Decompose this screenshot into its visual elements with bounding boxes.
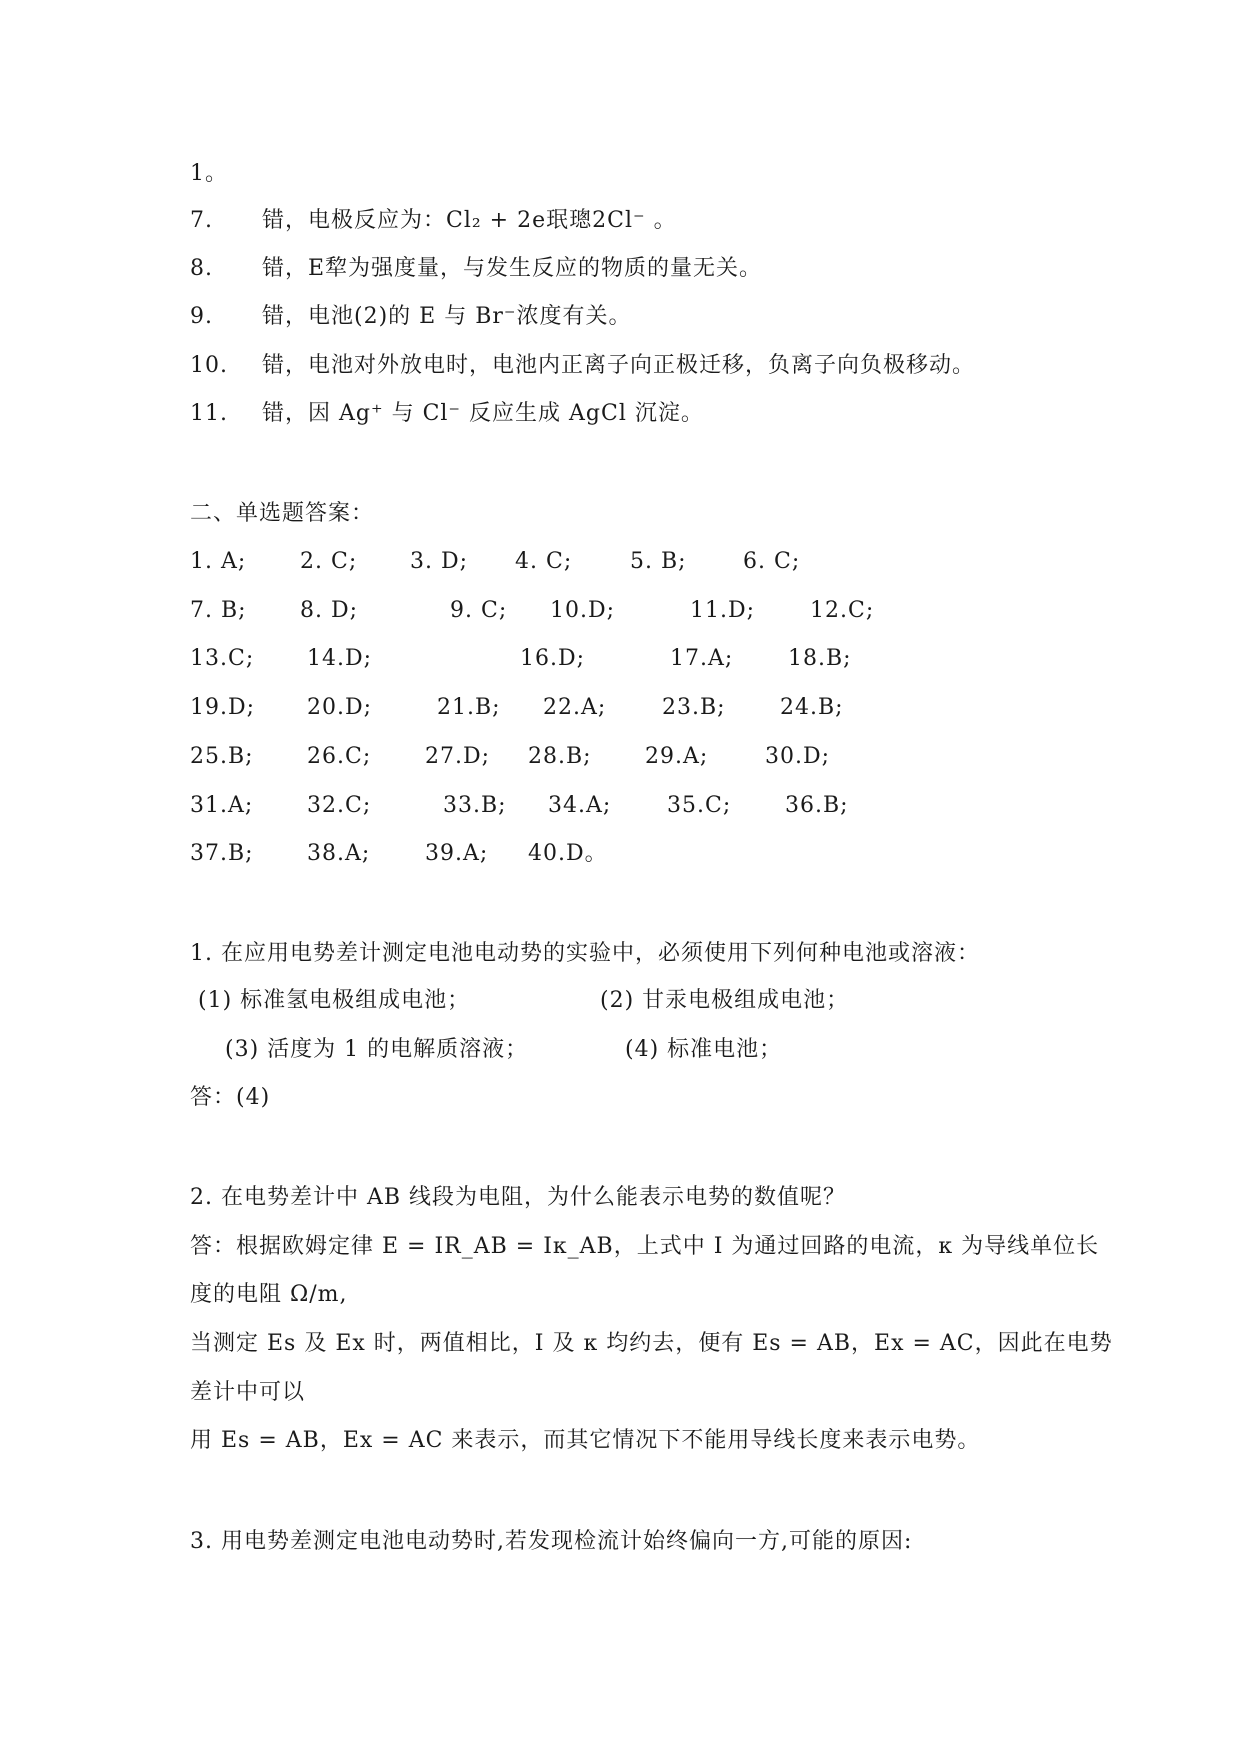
judge-top-line: 1。 — [190, 161, 228, 186]
q1-option-4: (4) 标准电池； — [625, 1037, 783, 1062]
answer-item: 20.D; — [307, 695, 373, 720]
answer-item: 37.B; — [190, 841, 254, 866]
q2-answer-line-5: 用 Es = AB，Ex = AC 来表示，而其它情况下不能用导线长度来表示电势。 — [190, 1428, 981, 1453]
judge-item-number: 8. — [190, 256, 213, 281]
answer-item: 31.A; — [190, 793, 254, 818]
answer-item: 24.B; — [780, 695, 844, 720]
q3-question: 3. 用电势差测定电池电动势时,若发现检流计始终偏向一方,可能的原因: — [190, 1529, 913, 1554]
judge-item-number: 11. — [190, 401, 228, 426]
answer-item: 34.A; — [548, 793, 612, 818]
answer-item: 19.D; — [190, 695, 256, 720]
judge-item-9 — [190, 303, 632, 331]
answer-item: 17.A; — [670, 646, 734, 671]
answer-item: 28.B; — [528, 744, 592, 769]
answer-row-2 — [190, 597, 1090, 625]
judge-item-text: 错，因 Ag⁺ 与 Cl⁻ 反应生成 AgCl 沉淀。 — [262, 401, 704, 426]
answer-item: 23.B; — [662, 695, 726, 720]
answer-item: 26.C; — [307, 744, 372, 769]
answer-item: 7. B; — [190, 598, 247, 623]
q2-question: 2. 在电势差计中 AB 线段为电阻，为什么能表示电势的数值呢？ — [190, 1185, 847, 1210]
answer-item: 4. C; — [515, 549, 573, 574]
answer-item: 2. C; — [300, 549, 358, 574]
answer-item: 21.B; — [437, 695, 501, 720]
answer-item: 3. D; — [410, 549, 469, 574]
answer-item: 40.D。 — [528, 841, 608, 866]
answer-item: 36.B; — [785, 793, 849, 818]
answer-item: 22.A; — [543, 695, 607, 720]
answer-item: 10.D; — [550, 598, 616, 623]
answer-item: 11.D; — [690, 598, 756, 623]
answer-item: 25.B; — [190, 744, 254, 769]
q2-answer-line-4: 差计中可以 — [190, 1380, 306, 1405]
q2-answer-line-3: 当测定 Es 及 Ex 时，两值相比，I 及 κ 均约去，便有 Es = AB，Ex = AC，因此在电势 — [190, 1331, 1113, 1356]
answer-item: 1. A; — [190, 549, 247, 574]
answer-item: 30.D; — [765, 744, 831, 769]
answer-item: 39.A; — [425, 841, 489, 866]
judge-item-7 — [190, 207, 677, 235]
answer-item: 14.D; — [307, 646, 373, 671]
answer-item: 9. C; — [450, 598, 508, 623]
answer-row-6 — [190, 792, 1090, 820]
q2-answer-line-2: 度的电阻 Ω/m, — [190, 1282, 348, 1307]
answer-item: 27.D; — [425, 744, 491, 769]
answer-item: 35.C; — [667, 793, 732, 818]
judge-item-text: 错，电池(2)的 E 与 Br⁻浓度有关。 — [262, 304, 632, 329]
answer-item: 16.D; — [520, 646, 586, 671]
answer-item: 13.C; — [190, 646, 255, 671]
answer-row-7 — [190, 840, 1090, 868]
judge-item-number: 10. — [190, 353, 228, 378]
single-choice-heading: 二、单选题答案： — [190, 501, 375, 526]
answer-item: 33.B; — [443, 793, 507, 818]
q1-answer: 答：(4) — [190, 1085, 271, 1110]
answer-row-1 — [190, 548, 1090, 576]
judge-item-text: 错，电池对外放电时，电池内正离子向正极迁移，负离子向负极移动。 — [262, 353, 976, 378]
answer-item: 8. D; — [300, 598, 359, 623]
judge-item-8 — [190, 255, 762, 283]
q1-question: 1. 在应用电势差计测定电池电动势的实验中，必须使用下列何种电池或溶液： — [190, 941, 980, 966]
q1-option-2: (2) 甘汞电极组成电池； — [600, 988, 850, 1013]
judge-item-text: 错，E犂为强度量，与发生反应的物质的量无关。 — [262, 256, 763, 281]
judge-item-text: 错，电极反应为：Cl₂ + 2e珉璁2Cl⁻ 。 — [262, 208, 677, 233]
q1-option-3: (3) 活度为 1 的电解质溶液； — [225, 1037, 529, 1062]
answer-row-3 — [190, 645, 1090, 673]
answer-item: 18.B; — [788, 646, 852, 671]
answer-row-4 — [190, 694, 1090, 722]
answer-item: 6. C; — [743, 549, 801, 574]
judge-item-number: 7. — [190, 208, 213, 233]
answer-item: 5. B; — [630, 549, 687, 574]
answer-item: 38.A; — [307, 841, 371, 866]
q2-answer-line-1: 答：根据欧姆定律 E = IR_AB = Iκ_AB，上式中 I 为通过回路的电流，κ 为导线单位长 — [190, 1234, 1100, 1259]
answer-item: 29.A; — [645, 744, 709, 769]
q1-option-1: (1) 标准氢电极组成电池； — [198, 988, 471, 1013]
judge-item-10 — [190, 352, 975, 380]
judge-item-11 — [190, 400, 704, 428]
answer-item: 32.C; — [307, 793, 372, 818]
judge-item-number: 9. — [190, 304, 213, 329]
answer-item: 12.C; — [810, 598, 875, 623]
answer-row-5 — [190, 743, 1090, 771]
